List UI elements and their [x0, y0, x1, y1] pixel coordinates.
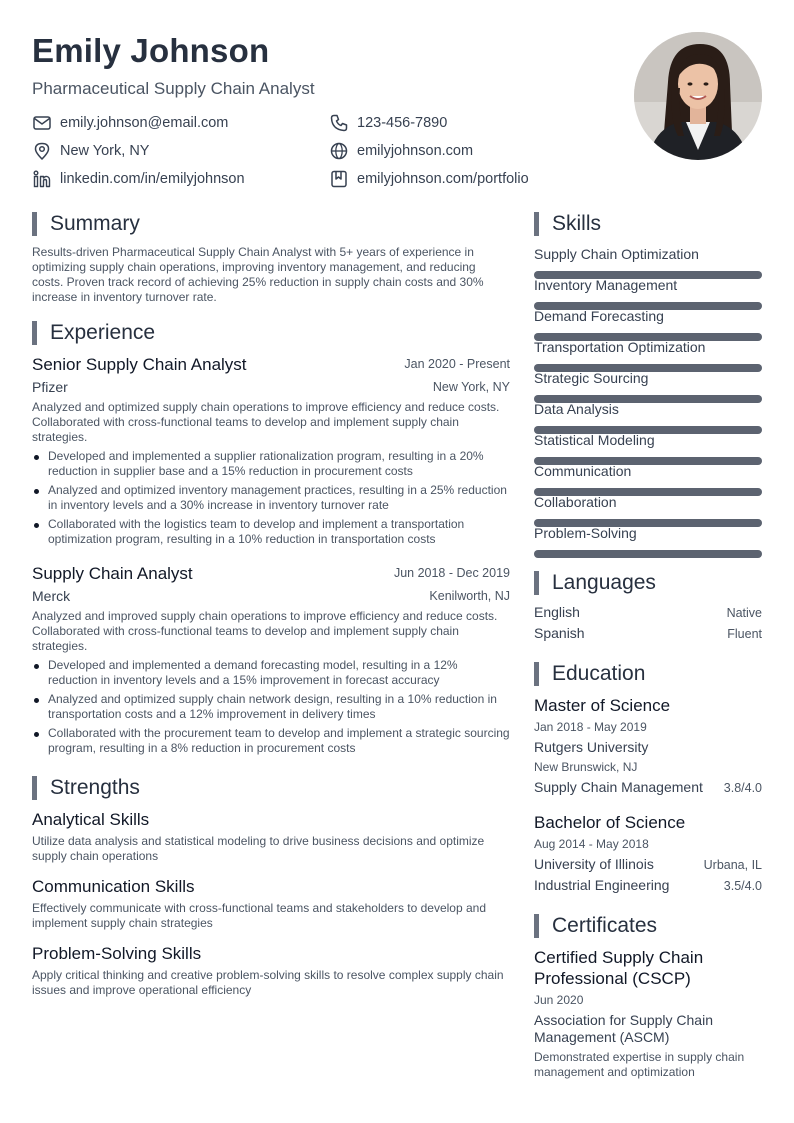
education-degree: Bachelor of Science [534, 813, 686, 832]
phone-icon [329, 113, 349, 133]
skill-item [534, 401, 762, 419]
skill-label: Data Analysis [534, 401, 619, 417]
strengths-heading [32, 776, 140, 800]
contact-phone-text: 123-456-7890 [357, 115, 448, 131]
contact-portfolio-text: emilyjohnson.com/portfolio [357, 171, 529, 187]
job-bullet: Developed and implemented a demand forecasting model, resulting in a 12% reduction in inventory levels and a 15% improvement in forecast accuracy [32, 658, 510, 688]
certificate-issuer: Association for Supply Chain Management (ASCM) [534, 1012, 713, 1045]
strength-title: Problem-Solving Skills [32, 944, 202, 963]
language-name: English [534, 604, 580, 620]
skill-item [534, 525, 762, 543]
strength-text: Apply critical thinking and creative problem-solving skills to resolve complex supply chain issues and improve operational efficiency [32, 968, 504, 997]
skill-label: Statistical Modeling [534, 432, 655, 448]
job-bullet: Collaborated with the logistics team to develop and implement a transportation optimization program, resulting in a 10% reduction in transportation costs [32, 517, 510, 547]
education-school-row [534, 856, 762, 872]
experience-heading [32, 321, 155, 345]
section-accent-bar [32, 321, 37, 345]
skill-item [534, 463, 762, 481]
skill-item [534, 277, 762, 295]
skill-label: Communication [534, 463, 632, 479]
language-name: Spanish [534, 625, 585, 641]
education-gpa: 3.8/4.0 [723, 781, 762, 795]
contact-linkedin-text: linkedin.com/in/emilyjohnson [60, 171, 245, 187]
skills-heading-text: Skills [552, 212, 602, 235]
job-description: Analyzed and improved supply chain operations to improve efficiency and reduce costs. Collaborated with cross-functional teams to develop and implement supply chain strategies. [32, 609, 498, 653]
contact-location-text: New York, NY [60, 143, 150, 159]
job-bullet: Developed and implemented a supplier rationalization program, resulting in a 20% reduction in supplier base and a 15% reduction in procurement costs [32, 449, 510, 479]
job-bullet: Analyzed and optimized inventory management practices, resulting in a 25% reduction in inventory levels and a 30% increase in inventory turnover rate [32, 483, 510, 513]
portfolio-bookmark-icon [329, 169, 349, 189]
language-row [534, 625, 762, 641]
education-heading [534, 662, 645, 686]
certificates-heading-text: Certificates [552, 914, 658, 937]
education-field: Supply Chain Management [534, 779, 703, 795]
education-school: University of Illinois [534, 856, 654, 872]
linkedin-icon [32, 169, 52, 189]
education-dates: Jan 2018 - May 2019 [534, 720, 647, 734]
section-accent-bar [534, 212, 539, 236]
job-company: Merck [32, 588, 71, 604]
section-accent-bar [534, 571, 539, 595]
education-field-row [534, 779, 762, 795]
section-accent-bar [32, 212, 37, 236]
skills-heading [534, 212, 601, 236]
language-level: Fluent [727, 627, 762, 641]
skill-item [534, 339, 762, 357]
skill-item [534, 308, 762, 326]
job-bullets [32, 658, 510, 760]
skill-label: Inventory Management [534, 277, 678, 293]
skill-item [534, 432, 762, 450]
certificate-date: Jun 2020 [534, 993, 584, 1007]
strengths-heading-text: Strengths [50, 776, 140, 799]
summary-heading [32, 212, 140, 236]
summary-text: Results-driven Pharmaceutical Supply Chain Analyst with 5+ years of experience in optimizing supply chain operations, improving inventory management, and reducing costs. Proven track record of achieving 25% reduction in supply chain costs and 30% increase in inventory turnover rate. [32, 245, 484, 304]
strength-title: Analytical Skills [32, 810, 150, 829]
languages-heading-text: Languages [552, 571, 656, 594]
job-dates: Jun 2018 - Dec 2019 [393, 566, 510, 580]
strength-title: Communication Skills [32, 877, 195, 896]
education-field: Industrial Engineering [534, 877, 670, 893]
contact-phone[interactable] [329, 112, 447, 134]
skill-item [534, 246, 762, 264]
certificate-description: Demonstrated expertise in supply chain management and optimization [534, 1050, 745, 1079]
language-row [534, 604, 762, 620]
skill-item [534, 370, 762, 388]
languages-heading [534, 571, 656, 595]
strength-text: Utilize data analysis and statistical modeling to drive business decisions and optimize supply chain operations [32, 834, 485, 863]
education-dates: Aug 2014 - May 2018 [534, 837, 649, 851]
section-accent-bar [534, 662, 539, 686]
skill-label: Transportation Optimization [534, 339, 706, 355]
globe-icon [329, 141, 349, 161]
contact-website[interactable] [329, 140, 473, 162]
job-title: Senior Supply Chain Analyst [32, 355, 247, 374]
contact-email[interactable] [32, 112, 228, 134]
certificate-title: Certified Supply Chain Professional (CSCP) [534, 948, 704, 988]
mail-icon [32, 113, 52, 133]
profile-photo [634, 32, 762, 160]
skill-label: Collaboration [534, 494, 617, 510]
skill-label: Supply Chain Optimization [534, 246, 699, 262]
skill-item [534, 494, 762, 512]
contact-linkedin[interactable] [32, 168, 245, 190]
summary-heading-text: Summary [50, 212, 140, 235]
skill-label: Problem-Solving [534, 525, 637, 541]
job-bullet: Collaborated with the procurement team to develop and implement a strategic sourcing program, resulting in a 8% reduction in procurement costs [32, 726, 510, 756]
profile-photo-image [634, 32, 762, 160]
education-degree: Master of Science [534, 696, 671, 715]
location-pin-icon [32, 141, 52, 161]
candidate-role: Pharmaceutical Supply Chain Analyst [32, 79, 315, 98]
experience-heading-text: Experience [50, 321, 156, 344]
section-accent-bar [534, 914, 539, 938]
skill-bar-fill [534, 550, 762, 558]
job-title: Supply Chain Analyst [32, 564, 193, 583]
job-dates: Jan 2020 - Present [404, 357, 510, 371]
contact-portfolio[interactable] [329, 168, 529, 190]
job-description: Analyzed and optimized supply chain operations to improve efficiency and reduce costs. Collaborated with cross-functional teams to develop and implement supply chain strategies. [32, 400, 500, 444]
job-location: Kenilworth, NJ [429, 589, 510, 603]
strength-text: Effectively communicate with cross-functional teams and stakeholders to develop and implement supply chain strategies [32, 901, 487, 930]
education-school: Rutgers University [534, 739, 649, 755]
language-level: Native [726, 606, 762, 620]
skill-label: Strategic Sourcing [534, 370, 649, 386]
job-company: Pfizer [32, 379, 68, 395]
skill-label: Demand Forecasting [534, 308, 664, 324]
education-location: Urbana, IL [703, 858, 762, 872]
job-bullets [32, 449, 510, 551]
education-heading-text: Education [552, 662, 646, 685]
education-field-row [534, 877, 762, 893]
education-location: New Brunswick, NJ [534, 760, 638, 774]
certificates-heading [534, 914, 657, 938]
contact-website-text: emilyjohnson.com [357, 143, 474, 159]
education-gpa: 3.5/4.0 [723, 879, 762, 893]
skill-bar-track [534, 550, 762, 558]
contact-location [32, 140, 149, 162]
section-accent-bar [32, 776, 37, 800]
contact-email-text: emily.johnson@email.com [60, 115, 229, 131]
job-location: New York, NY [432, 380, 510, 394]
candidate-name: Emily Johnson [32, 32, 270, 69]
job-bullet: Analyzed and optimized supply chain network design, resulting in a 10% reduction in transportation costs and a 12% improvement in delivery times [32, 692, 510, 722]
